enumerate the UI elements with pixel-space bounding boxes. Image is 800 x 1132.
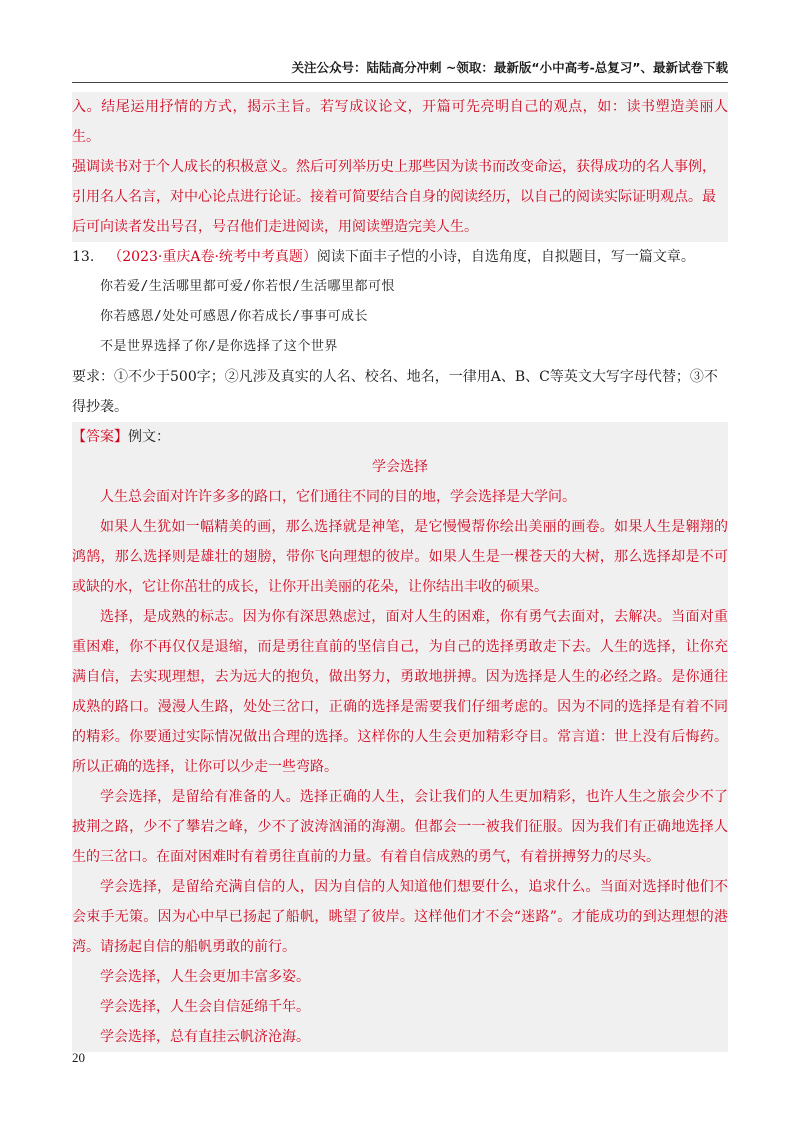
essay-paragraph: 如果人生犹如一幅精美的画，那么选择就是神笔，是它慢慢帮你绘出美丽的画卷。如果人生是翱翔的鸿鹄，那么选择则是雄壮的翅膀，带你飞向理想的彼岸。如果人生是一棵苍天的大树，那么选择却是不可或缺的水，它让你茁壮的成长，让你开出美丽的花朵，让你结出丰收的硕果。 (72, 519, 728, 595)
answer-tag: 【答案】 (72, 429, 128, 445)
question-heading (72, 242, 728, 272)
requirements-line: 要求：①不少于500字；②凡涉及真实的人名、校名、地名，一律用A、B、C等英文大写字母代替；③不 (72, 369, 718, 385)
previous-answer-block (72, 92, 728, 242)
poem-line: 你若感恩/处处可感恩/你若成长/事事可成长 (100, 309, 368, 324)
essay-paragraph: 选择，是成熟的标志。因为你有深思熟虑过，面对人生的困难，你有勇气去面对，去解决。当面对重重困难，你不再仅仅是退缩，而是勇往直前的坚信自己，为自己的选择勇敢走下去。人生的选择，让你充满自信，去实现理想，去为远大的抱负，做出努力，勇敢地拼搏。因为选择是人生的必经之路。是你通往成熟的路口。漫漫人生路，处处三岔口，正确的选择是需要我们仔细考虑的。因为不同的选择是有着不同的精彩。你要通过实际情况做出合理的选择。这样你的人生会更加精彩夺目。常言道：世上没有后悔药。所以正确的选择，让你可以少走一些弯路。 (72, 609, 728, 775)
essay-paragraph: 学会选择，人生会更加丰富多姿。 (100, 969, 310, 985)
question-source: （2023·重庆A卷·统考中考真题） (108, 249, 317, 265)
header-divider (72, 82, 728, 83)
sample-essay (72, 452, 728, 1052)
document-body (72, 92, 728, 1052)
previous-answer-line: 引用名人名言，对中心论点进行论证。接着可简要结合自身的阅读经历，以自己的阅读实际证明观点。最 (72, 189, 716, 205)
previous-answer-line: 强调读书对于个人成长的积极意义。然后可列举历史上那些因为读书而改变命运，获得成功的名人事例， (72, 159, 716, 175)
answer-label: 例文： (128, 429, 170, 445)
page-header: 关注公众号：陆陆高分冲刺 ~领取：最新版“小中高考-总复习”、最新试卷下载 (291, 60, 728, 75)
question-prompt: 阅读下面丰子恺的小诗，自选角度，自拟题目，写一篇文章。 (316, 249, 695, 265)
essay-paragraph: 人生总会面对许许多多的路口，它们通往不同的目的地，学会选择是大学问。 (100, 489, 576, 505)
essay-paragraph: 学会选择，是留给有准备的人。选择正确的人生，会让我们的人生更加精彩，也许人生之旅会少不了披荆之路，少不了攀岩之峰，少不了波涛汹涌的海潮。但都会一一被我们征服。因为我们有正确地选择人生的三岔口。在面对困难时有着勇往直前的力量。有着自信成熟的勇气，有着拼搏努力的尽头。 (72, 789, 728, 865)
previous-answer-line: 后可向读者发出号召，号召他们走进阅读，用阅读塑造完美人生。 (72, 219, 478, 235)
essay-paragraph: 学会选择，是留给充满自信的人，因为自信的人知道他们想要什么，追求什么。当面对选择时他们不会束手无策。因为心中早已扬起了船帆，眺望了彼岸。这样他们才不会“迷路”。才能成功的到达理想的港湾。请扬起自信的船帆勇敢的前行。 (72, 879, 728, 955)
requirements-line: 得抄袭。 (72, 399, 128, 415)
previous-answer-line: 入。结尾运用抒情的方式，揭示主旨。若写成议论文，开篇可先亮明自己的观点，如：读书塑造美丽人生。 (72, 99, 728, 145)
essay-title: 学会选择 (372, 459, 428, 475)
question-number: 13. (72, 249, 95, 265)
answer-block (72, 422, 728, 1052)
page-number: 20 (72, 1050, 85, 1065)
poem-line: 不是世界选择了你/是你选择了这个世界 (100, 339, 338, 354)
essay-paragraph: 学会选择，人生会自信延绵千年。 (100, 999, 310, 1015)
answer-heading (72, 422, 728, 452)
poem-line: 你若爱/生活哪里都可爱/你若恨/生活哪里都可恨 (100, 279, 395, 294)
essay-paragraph: 学会选择，总有直挂云帆济沧海。 (100, 1029, 310, 1045)
